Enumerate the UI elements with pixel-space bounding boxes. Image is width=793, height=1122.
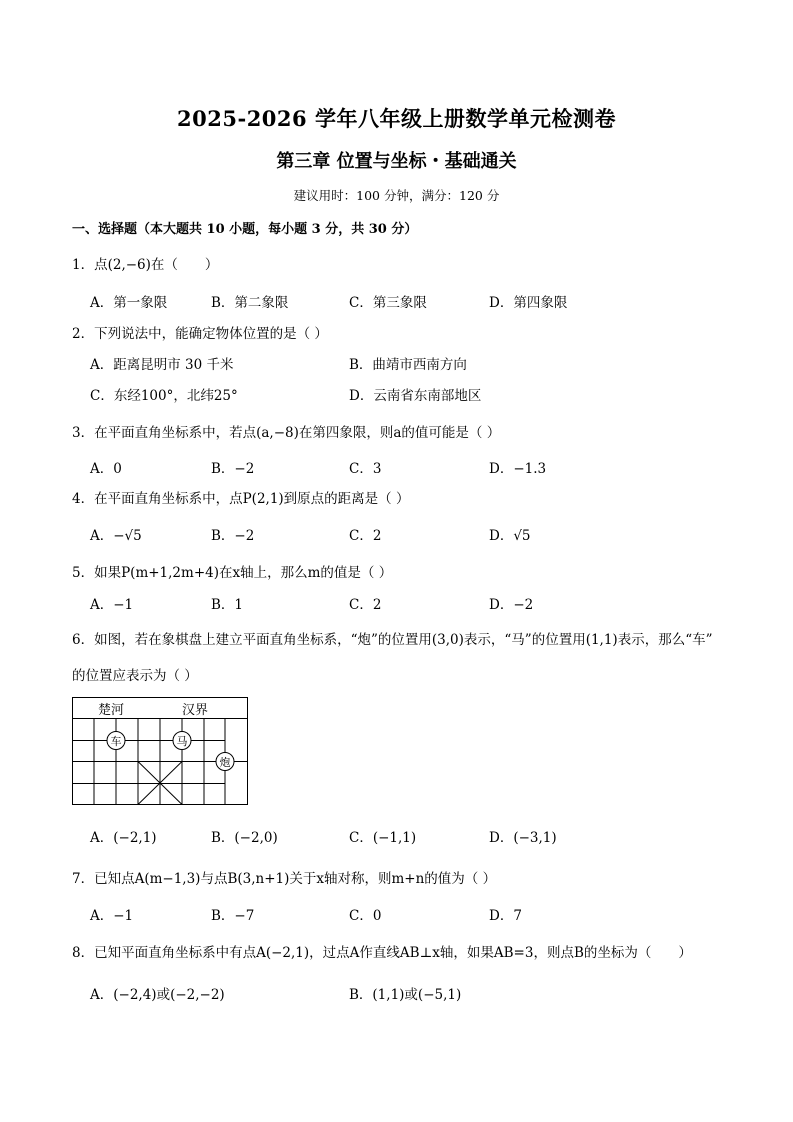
q5-option-c: C．2 xyxy=(349,597,382,613)
question-7: 7．已知点A(m−1,3)与点B(3,n+1)关于x轴对称，则m+n的值为（ ） xyxy=(72,871,497,887)
q6-option-d: D．(−3,1) xyxy=(489,830,557,846)
question-8: 8．已知平面直角坐标系中有点A(−2,1)，过点A作直线AB⊥x轴，如果AB=3，则点B的坐标为（ ） xyxy=(72,945,692,961)
q3-option-b: B．−2 xyxy=(211,461,255,477)
q1-option-b: B．第二象限 xyxy=(211,295,289,311)
piece-pao: 炮 xyxy=(219,756,231,769)
q8-option-b: B．(1,1)或(−5,1) xyxy=(349,987,462,1003)
q4-option-a: A．−√5 xyxy=(90,528,142,544)
question-4: 4．在平面直角坐标系中，点P(2,1)到原点的距离是（ ） xyxy=(72,491,410,507)
q2-option-a: A．距离昆明市 30 千米 xyxy=(90,357,234,373)
question-5: 5．如果P(m+1,2m+4)在x轴上，那么m的值是（ ） xyxy=(72,565,393,581)
page-subtitle: 第三章 位置与坐标・基础通关 xyxy=(276,151,517,172)
q7-option-c: C．0 xyxy=(349,908,382,924)
piece-ma: 马 xyxy=(176,735,188,748)
section-heading: 一、选择题（本大题共 10 小题，每小题 3 分，共 30 分） xyxy=(72,222,418,237)
q3-option-a: A．0 xyxy=(90,461,122,477)
q3-option-d: D．−1.3 xyxy=(489,461,547,477)
q5-option-d: D．−2 xyxy=(489,597,534,613)
river-label-left: 楚河 xyxy=(98,703,125,718)
q7-option-d: D．7 xyxy=(489,908,522,924)
page-title: 2025-2026 学年八年级上册数学单元检测卷 xyxy=(177,106,616,131)
q6-option-a: A．(−2,1) xyxy=(90,830,157,846)
q5-option-b: B．1 xyxy=(211,597,244,613)
chess-board-figure xyxy=(72,697,248,805)
piece-che: 车 xyxy=(110,735,122,748)
q2-option-d: D．云南省东南部地区 xyxy=(349,388,482,404)
q7-option-b: B．−7 xyxy=(211,908,255,924)
question-2: 2．下列说法中，能确定物体位置的是（ ） xyxy=(72,326,328,342)
q6-option-b: B．(−2,0) xyxy=(211,830,278,846)
q5-option-a: A．−1 xyxy=(90,597,134,613)
exam-meta: 建议用时：100 分钟，满分：120 分 xyxy=(293,188,500,203)
question-1: 1．点(2,−6)在（ ） xyxy=(72,257,219,273)
q2-option-c: C．东经100°，北纬25° xyxy=(90,388,238,404)
q6-option-c: C．(−1,1) xyxy=(349,830,417,846)
question-6-cont: 的位置应表示为（ ） xyxy=(72,668,198,684)
question-3: 3．在平面直角坐标系中，若点(a,−8)在第四象限，则a的值可能是（ ） xyxy=(72,425,501,441)
q8-option-a: A．(−2,4)或(−2,−2) xyxy=(90,987,225,1003)
q1-option-c: C．第三象限 xyxy=(349,295,427,311)
q4-option-b: B．−2 xyxy=(211,528,255,544)
q7-option-a: A．−1 xyxy=(90,908,134,924)
q2-option-b: B．曲靖市西南方向 xyxy=(349,357,467,373)
q3-option-c: C．3 xyxy=(349,461,382,477)
q1-option-d: D．第四象限 xyxy=(489,295,568,311)
river-label-right: 汉界 xyxy=(182,703,209,718)
question-6: 6．如图，若在象棋盘上建立平面直角坐标系，“炮”的位置用(3,0)表示，“马”的位置用(1,1)表示，那么“车” xyxy=(72,632,713,648)
q1-option-a: A．第一象限 xyxy=(90,295,168,311)
q4-option-d: D．√5 xyxy=(489,528,531,544)
q4-option-c: C．2 xyxy=(349,528,382,544)
